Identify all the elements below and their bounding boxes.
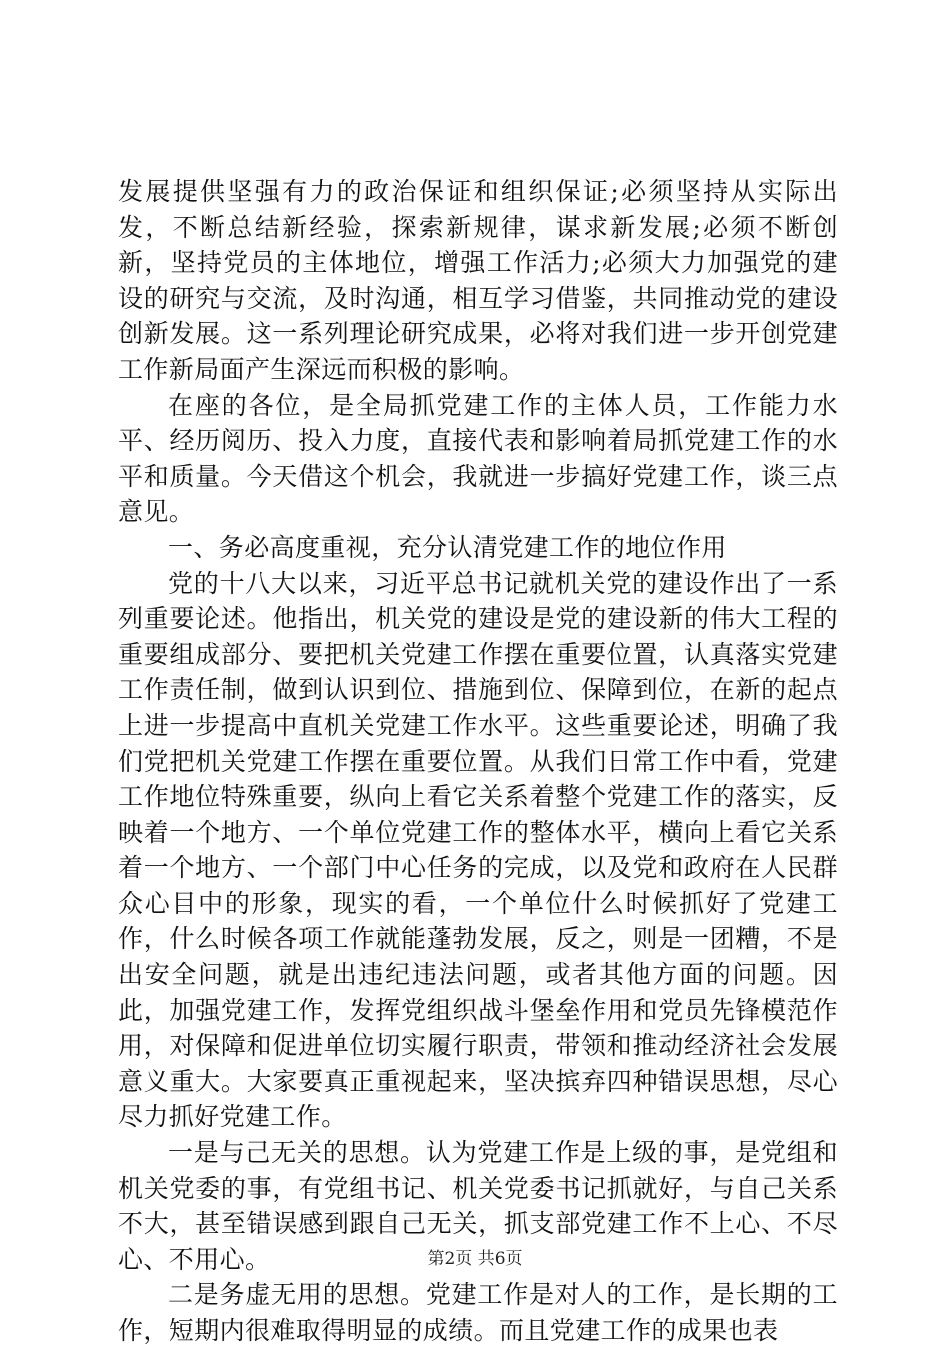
- paragraph-3: 党的十八大以来，习近平总书记就机关党的建设作出了一系列重要论述。他指出，机关党的建设是党的建设新的伟大工程的重要组成部分、要把机关党建工作摆在重要位置，认真落实党建工作责任制，做到认识到位、措施到位、保障到位，在新的起点上进一步提高中直机关党建工作水平。这些重要论述，明确了我们党把机关党建工作摆在重要位置。从我们日常工作中看，党建工作地位特殊重要，纵向上看它关系着整个党建工作的落实，反映着一个地方、一个单位党建工作的整体水平，横向上看它关系着一个地方、一个部门中心任务的完成，以及党和政府在人民群众心目中的形象，现实的看，一个单位什么时候抓好了党建工作，什么时候各项工作就能蓬勃发展，反之，则是一团糟，不是出安全问题，就是出违纪违法问题，或者其他方面的问题。因此，加强党建工作，发挥党组织战斗堡垒作用和党员先锋模范作用，对保障和促进单位切实履行职责，带领和推动经济社会发展意义重大。大家要真正重视起来，坚决摈弃四种错误思想，尽心尽力抓好党建工作。: [118, 568, 838, 1132]
- body-text: [118, 174, 838, 1349]
- paragraph-1: 发展提供坚强有力的政治保证和组织保证;必须坚持从实际出发，不断总结新经验，探索新规律，谋求新发展;必须不断创新，坚持党员的主体地位，增强工作活力;必须大力加强党的建设的研究与交流，及时沟通，相互学习借鉴，共同推动党的建设创新发展。这一系列理论研究成果，必将对我们进一步开创党建工作新局面产生深远而积极的影响。: [118, 177, 838, 384]
- section-heading-1: 一、务必高度重视，充分认清党建工作的地位作用: [168, 532, 727, 562]
- paragraph-2: 在座的各位，是全局抓党建工作的主体人员，工作能力水平、经历阅历、投入力度，直接代表和影响着局抓党建工作的水平和质量。今天借这个机会，我就进一步搞好党建工作，谈三点意见。: [118, 390, 838, 527]
- paragraph-5: 二是务虚无用的思想。党建工作是对人的工作，是长期的工作，短期内很难取得明显的成绩。而且党建工作的成果也表: [118, 1280, 838, 1345]
- page-number-footer: 第2页 共6页: [427, 1249, 523, 1269]
- paragraph-4: 一是与己无关的思想。认为党建工作是上级的事，是党组和机关党委的事，有党组书记、机关党委书记抓就好，与自己关系不大，甚至错误感到跟自己无关，抓支部党建工作不上心、不尽心、不用心。: [118, 1138, 838, 1274]
